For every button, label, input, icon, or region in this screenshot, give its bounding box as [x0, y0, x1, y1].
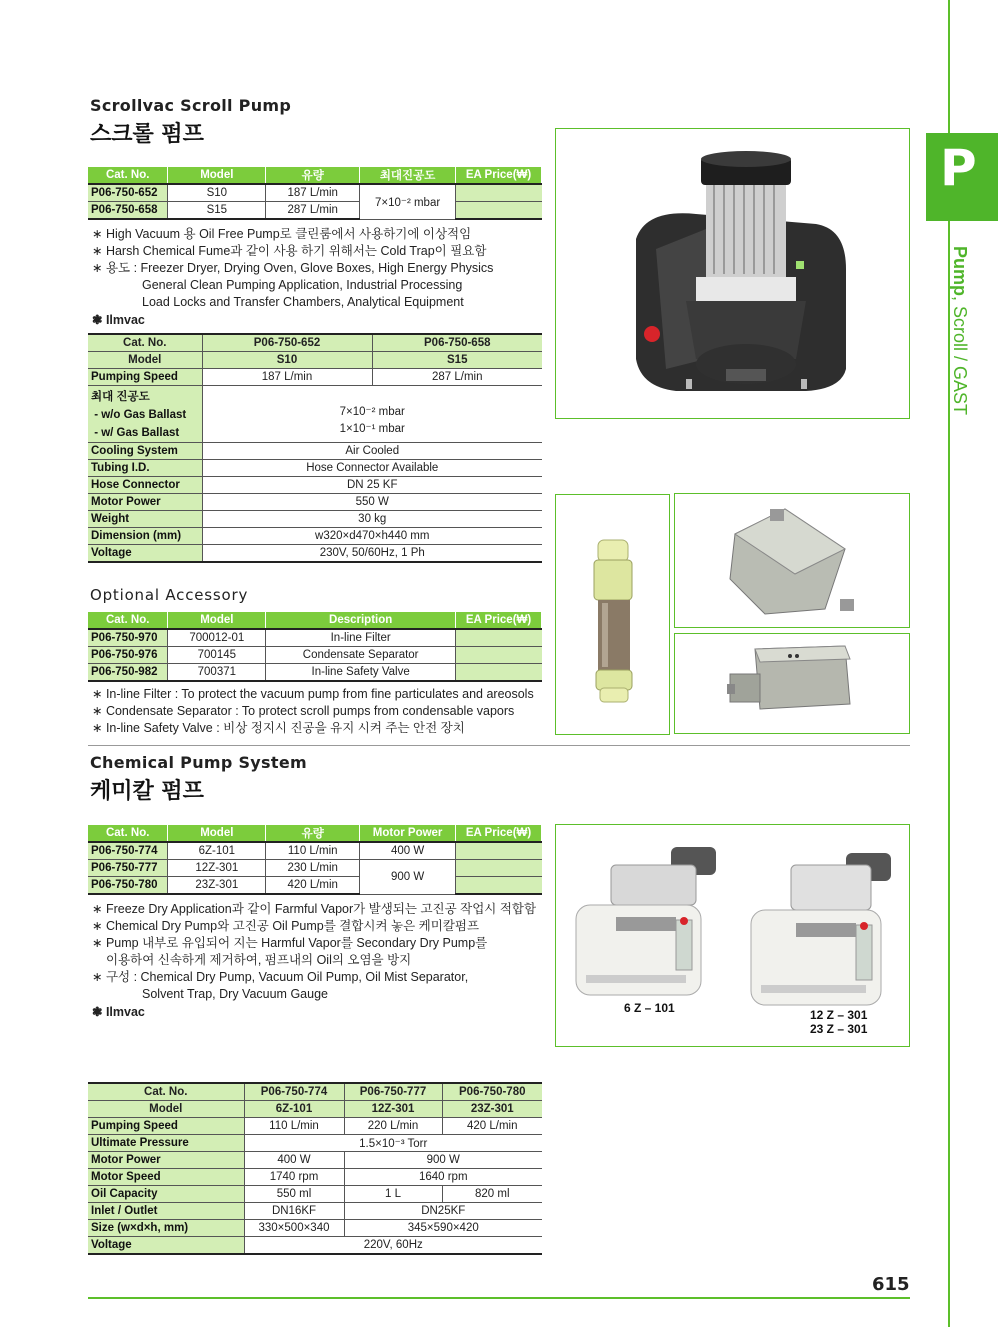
accessory-table — [88, 612, 542, 682]
spec-label: Voltage — [88, 545, 202, 563]
col-header: EA Price(₩) — [456, 167, 542, 184]
footer-rule — [88, 1297, 910, 1299]
caption-23z-301: 23 Z – 301 — [810, 1022, 868, 1036]
scroll-spec-table — [88, 333, 542, 563]
col-header: Model — [168, 825, 266, 842]
price-cell — [456, 842, 542, 860]
note-line: ∗ Harsh Chemical Fume과 같이 사용 하기 위해서는 Cold Trap이 필요함 — [92, 244, 487, 258]
col-header: EA Price(₩) — [456, 612, 542, 629]
col-header: Cat. No. — [88, 612, 168, 629]
spec-header: P06-750-658 — [372, 334, 542, 352]
spec-value: 420 L/min — [442, 1118, 542, 1135]
table-row — [88, 1135, 542, 1152]
max-vacuum: 7×10⁻² mbar — [360, 184, 456, 219]
condensate-separator-image — [674, 493, 910, 628]
spec-value: 110 L/min — [244, 1118, 344, 1135]
spec-label: Tubing I.D. — [88, 460, 202, 477]
note-line: Solvent Trap, Dry Vacuum Gauge — [142, 987, 328, 1001]
model: S15 — [168, 202, 266, 220]
spec-label: Model — [88, 352, 202, 369]
side-label-rest: , Scroll / GAST — [950, 296, 970, 416]
model: 700012-01 — [168, 629, 266, 647]
table-row — [88, 1203, 542, 1220]
col-header: Description — [266, 612, 456, 629]
chemical-spec-table — [88, 1082, 542, 1255]
table-row — [88, 334, 542, 352]
table-row — [88, 460, 542, 477]
section-tab-p — [926, 133, 998, 221]
price-cell — [456, 664, 542, 682]
side-category-label — [949, 246, 970, 415]
chemical-price-table — [88, 825, 542, 895]
description: Condensate Separator — [266, 647, 456, 664]
spec-header: S10 — [202, 352, 372, 369]
table-row — [88, 664, 542, 682]
safety-valve-illustration — [675, 634, 909, 733]
spec-label: Voltage — [88, 1237, 244, 1255]
col-header: Cat. No. — [88, 167, 168, 184]
scroll-title-en: Scrollvac Scroll Pump — [90, 96, 292, 115]
note-line: ∗ 용도 : Freezer Dryer, Drying Oven, Glove Boxes, High Energy Physics — [92, 261, 494, 275]
col-header: Model — [168, 612, 266, 629]
spec-label: Dimension (mm) — [88, 528, 202, 545]
table-row — [88, 202, 542, 220]
spec-value: DN16KF — [244, 1203, 344, 1220]
spec-label: Pumping Speed — [88, 1118, 244, 1135]
table-row — [88, 1186, 542, 1203]
brand-mark-icon: ❃ — [92, 1005, 106, 1019]
spec-label: Oil Capacity — [88, 1186, 244, 1203]
chemical-pump-image — [555, 824, 910, 1047]
price-cell — [456, 647, 542, 664]
chemical-brand — [92, 1004, 145, 1019]
spec-value: 220V, 60Hz — [244, 1237, 542, 1255]
spec-value: 550 W — [202, 494, 542, 511]
spec-label: Cat. No. — [88, 334, 202, 352]
spec-value: 330×500×340 — [244, 1220, 344, 1237]
chemical-pump-illustration — [556, 825, 909, 1046]
spec-label: Cooling System — [88, 443, 202, 460]
note-line: 이용하여 신속하게 제거하여, 펌프내의 Oil의 오염을 방지 — [106, 953, 412, 967]
cat-no: P06-750-780 — [88, 877, 168, 895]
cat-no: P06-750-982 — [88, 664, 168, 682]
spec-value — [202, 386, 542, 443]
spec-value: 1740 rpm — [244, 1169, 344, 1186]
note-line: General Clean Pumping Application, Industrial Processing — [142, 278, 463, 292]
col-header: 유량 — [266, 825, 360, 842]
note-line: ∗ Pump 내부로 유입되어 지는 Harmful Vapor를 Secondary Dry Pump를 — [92, 936, 488, 950]
table-row — [88, 1237, 542, 1255]
table-row — [88, 511, 542, 528]
spec-header: P06-750-777 — [344, 1083, 442, 1101]
scroll-brand — [92, 312, 145, 327]
model: 6Z-101 — [168, 842, 266, 860]
chemical-title-en: Chemical Pump System — [90, 753, 307, 772]
spec-value: Hose Connector Available — [202, 460, 542, 477]
spec-header: P06-750-652 — [202, 334, 372, 352]
spec-header: 23Z-301 — [442, 1101, 542, 1118]
price-cell — [456, 860, 542, 877]
model: 700371 — [168, 664, 266, 682]
spec-value: 30 kg — [202, 511, 542, 528]
cat-no: P06-750-658 — [88, 202, 168, 220]
col-header: 최대진공도 — [360, 167, 456, 184]
cat-no: P06-750-774 — [88, 842, 168, 860]
spec-label: Motor Speed — [88, 1169, 244, 1186]
brand-name: Ilmvac — [105, 1005, 145, 1019]
table-row — [88, 386, 542, 443]
spec-label: Weight — [88, 511, 202, 528]
note-line: ∗ Chemical Dry Pump와 고진공 Oil Pump를 결합시켜 놓은 케미칼펌프 — [92, 919, 480, 933]
cat-no: P06-750-777 — [88, 860, 168, 877]
caption-12z-301: 12 Z – 301 — [810, 1008, 868, 1022]
table-row — [88, 1083, 542, 1101]
scroll-notes — [92, 226, 493, 311]
spec-value: 1640 rpm — [344, 1169, 542, 1186]
spec-header: P06-750-774 — [244, 1083, 344, 1101]
flow: 420 L/min — [266, 877, 360, 895]
section-divider — [88, 745, 910, 746]
chemical-notes — [92, 901, 536, 1003]
table-row — [88, 477, 542, 494]
spec-header: 12Z-301 — [344, 1101, 442, 1118]
brand-mark-icon: ❃ — [92, 313, 106, 327]
note-line: Load Locks and Transfer Chambers, Analytical Equipment — [142, 295, 464, 309]
cat-no: P06-750-970 — [88, 629, 168, 647]
spec-label: Hose Connector — [88, 477, 202, 494]
spec-label: Pumping Speed — [88, 369, 202, 386]
table-row — [88, 860, 542, 877]
vacuum-w-label: - w/ Gas Ballast — [91, 427, 180, 439]
note-line: ∗ In-line Filter : To protect the vacuum pump from fine particulates and areosols — [92, 687, 534, 701]
cat-no: P06-750-976 — [88, 647, 168, 664]
spec-value: 287 L/min — [372, 369, 542, 386]
table-row — [88, 184, 542, 202]
table-row — [88, 1152, 542, 1169]
cat-no: P06-750-652 — [88, 184, 168, 202]
section-tab-letter: P — [940, 139, 977, 197]
spec-label: Model — [88, 1101, 244, 1118]
accessory-title: Optional Accessory — [90, 586, 249, 604]
col-header: Motor Power — [360, 825, 456, 842]
price-cell — [456, 629, 542, 647]
spec-header: P06-750-780 — [442, 1083, 542, 1101]
page-number: 615 — [872, 1274, 910, 1295]
spec-header: 6Z-101 — [244, 1101, 344, 1118]
note-line: ∗ High Vacuum 용 Oil Free Pump로 클린룸에서 사용하기에 이상적임 — [92, 227, 472, 241]
model: 12Z-301 — [168, 860, 266, 877]
note-line: ∗ Freeze Dry Application과 같이 Farmful Vapor가 발생되는 고진공 작업시 적합함 — [92, 902, 537, 916]
model: 23Z-301 — [168, 877, 266, 895]
spec-value: DN 25 KF — [202, 477, 542, 494]
spec-value: DN25KF — [344, 1203, 542, 1220]
table-row — [88, 877, 542, 895]
spec-value: 220 L/min — [344, 1118, 442, 1135]
scroll-pump-illustration — [556, 129, 909, 418]
caption-6z-101: 6 Z – 101 — [624, 1001, 675, 1015]
spec-label: Motor Power — [88, 1152, 244, 1169]
spec-label — [88, 386, 202, 443]
description: In-line Safety Valve — [266, 664, 456, 682]
spec-value: 230V, 50/60Hz, 1 Ph — [202, 545, 542, 563]
flow: 230 L/min — [266, 860, 360, 877]
motor-power: 900 W — [360, 860, 456, 895]
spec-value: 820 ml — [442, 1186, 542, 1203]
spec-value: w320×d470×h440 mm — [202, 528, 542, 545]
table-row — [88, 528, 542, 545]
vacuum-wo-value: 7×10⁻² mbar — [339, 406, 405, 418]
table-row — [88, 842, 542, 860]
spec-label: Ultimate Pressure — [88, 1135, 244, 1152]
table-row — [88, 629, 542, 647]
spec-value: 1 L — [344, 1186, 442, 1203]
col-header: EA Price(₩) — [456, 825, 542, 842]
spec-label: Cat. No. — [88, 1083, 244, 1101]
table-row — [88, 545, 542, 563]
spec-value: 550 ml — [244, 1186, 344, 1203]
col-header: 유량 — [266, 167, 360, 184]
table-row — [88, 1220, 542, 1237]
vacuum-label: 최대 진공도 — [91, 391, 150, 403]
table-row — [88, 1169, 542, 1186]
inline-filter-image — [555, 494, 670, 735]
spec-value: 1.5×10⁻³ Torr — [244, 1135, 542, 1152]
spec-label: Inlet / Outlet — [88, 1203, 244, 1220]
spec-label: Motor Power — [88, 494, 202, 511]
table-row — [88, 494, 542, 511]
spec-value: 187 L/min — [202, 369, 372, 386]
spec-value: 400 W — [244, 1152, 344, 1169]
table-row — [88, 369, 542, 386]
note-line: ∗ 구성 : Chemical Dry Pump, Vacuum Oil Pump, Oil Mist Separator, — [92, 970, 469, 984]
col-header: Model — [168, 167, 266, 184]
condensate-separator-illustration — [675, 494, 909, 627]
spec-label: Size (w×d×h, mm) — [88, 1220, 244, 1237]
note-line: ∗ In-line Safety Valve : 비상 정지시 진공을 유지 시켜 주는 안전 장치 — [92, 721, 465, 735]
inline-filter-illustration — [556, 495, 669, 734]
spec-value: Air Cooled — [202, 443, 542, 460]
price-cell — [456, 184, 542, 202]
brand-name: Ilmvac — [105, 313, 145, 327]
flow: 187 L/min — [266, 184, 360, 202]
table-row — [88, 647, 542, 664]
col-header: Cat. No. — [88, 825, 168, 842]
side-label-bold: Pump — [950, 246, 970, 297]
table-row — [88, 1101, 542, 1118]
price-cell — [456, 877, 542, 895]
vacuum-w-value: 1×10⁻¹ mbar — [339, 423, 405, 435]
model: S10 — [168, 184, 266, 202]
table-row — [88, 443, 542, 460]
note-line: ∗ Condensate Separator : To protect scroll pumps from condensable vapors — [92, 704, 515, 718]
chemical-title-ko: 케미칼 펌프 — [90, 779, 204, 804]
flow: 110 L/min — [266, 842, 360, 860]
price-cell — [456, 202, 542, 220]
spec-value: 900 W — [344, 1152, 542, 1169]
table-row — [88, 352, 542, 369]
model: 700145 — [168, 647, 266, 664]
scroll-price-table — [88, 167, 542, 220]
table-row — [88, 1118, 542, 1135]
scroll-pump-image — [555, 128, 910, 419]
spec-value: 345×590×420 — [344, 1220, 542, 1237]
vacuum-wo-label: - w/o Gas Ballast — [91, 409, 187, 421]
spec-header: S15 — [372, 352, 542, 369]
motor-power: 400 W — [360, 842, 456, 860]
flow: 287 L/min — [266, 202, 360, 220]
accessory-notes — [92, 686, 534, 737]
description: In-line Filter — [266, 629, 456, 647]
safety-valve-image — [674, 633, 910, 734]
scroll-title-ko: 스크롤 펌프 — [90, 122, 204, 147]
